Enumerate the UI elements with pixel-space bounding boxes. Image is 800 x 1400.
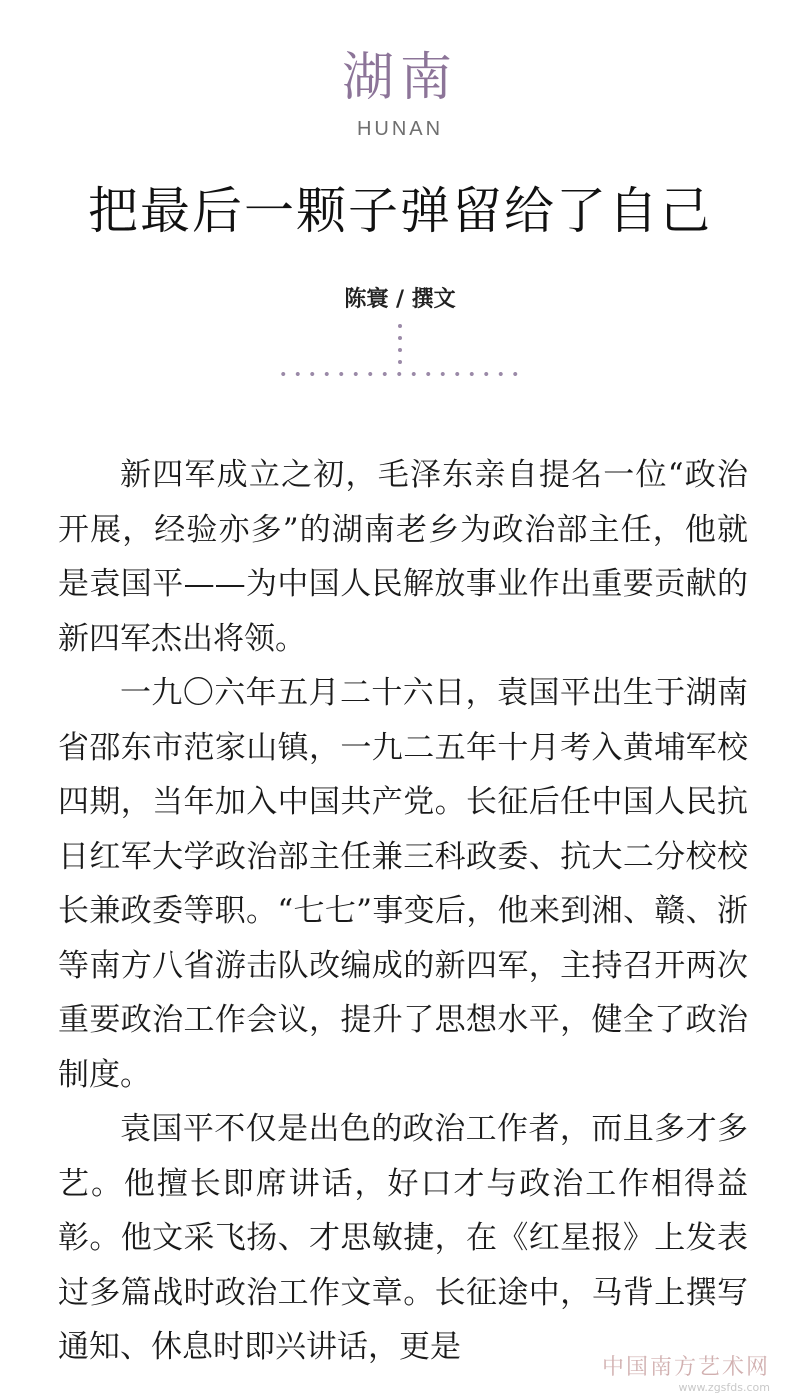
watermark-text: 中国南方艺术网	[601, 1355, 770, 1380]
section-title-cn: 湖南	[341, 48, 458, 108]
body-paragraph: 袁国平不仅是出色的政治工作者，而且多才多艺。他擅长即席讲话，好口才与政治工作相得益彰。他文采飞扬、才思敏捷，在《红星报》上发表过多篇战时政治工作文章。长征途中，马背上撰写通知、休息时即兴讲话，更是	[58, 1111, 748, 1365]
article-body	[58, 448, 748, 1375]
watermark-url: www.zgsfds.com	[678, 1381, 770, 1394]
divider-dot-row	[276, 372, 526, 376]
section-title-en: HUNAN	[356, 118, 444, 140]
article-title: 把最后一颗子弹留给了自己	[88, 182, 712, 240]
divider-dot	[398, 348, 402, 352]
divider-dot	[398, 324, 402, 328]
article-byline: 陈寰 / 撰文	[344, 287, 456, 312]
body-paragraph: 一九〇六年五月二十六日，袁国平出生于湖南省邵东市范家山镇，一九二五年十月考入黄埔军校四期，当年加入中国共产党。长征后任中国人民抗日红军大学政治部主任兼三科政委、抗大二分校校长兼政委等职。“七七”事变后，他来到湘、赣、浙等南方八省游击队改编成的新四军，主持召开两次重要政治工作会议，提升了思想水平，健全了政治制度。	[58, 675, 748, 1093]
section-header	[0, 48, 800, 141]
divider-dot	[398, 336, 402, 340]
divider-dot	[398, 360, 402, 364]
dotted-divider	[0, 322, 800, 382]
body-paragraph: 新四军成立之初，毛泽东亲自提名一位“政治开展，经验亦多”的湖南老乡为政治部主任，他就是袁国平——为中国人民解放事业作出重要贡献的新四军杰出将领。	[58, 457, 748, 657]
site-watermark	[602, 1350, 770, 1394]
